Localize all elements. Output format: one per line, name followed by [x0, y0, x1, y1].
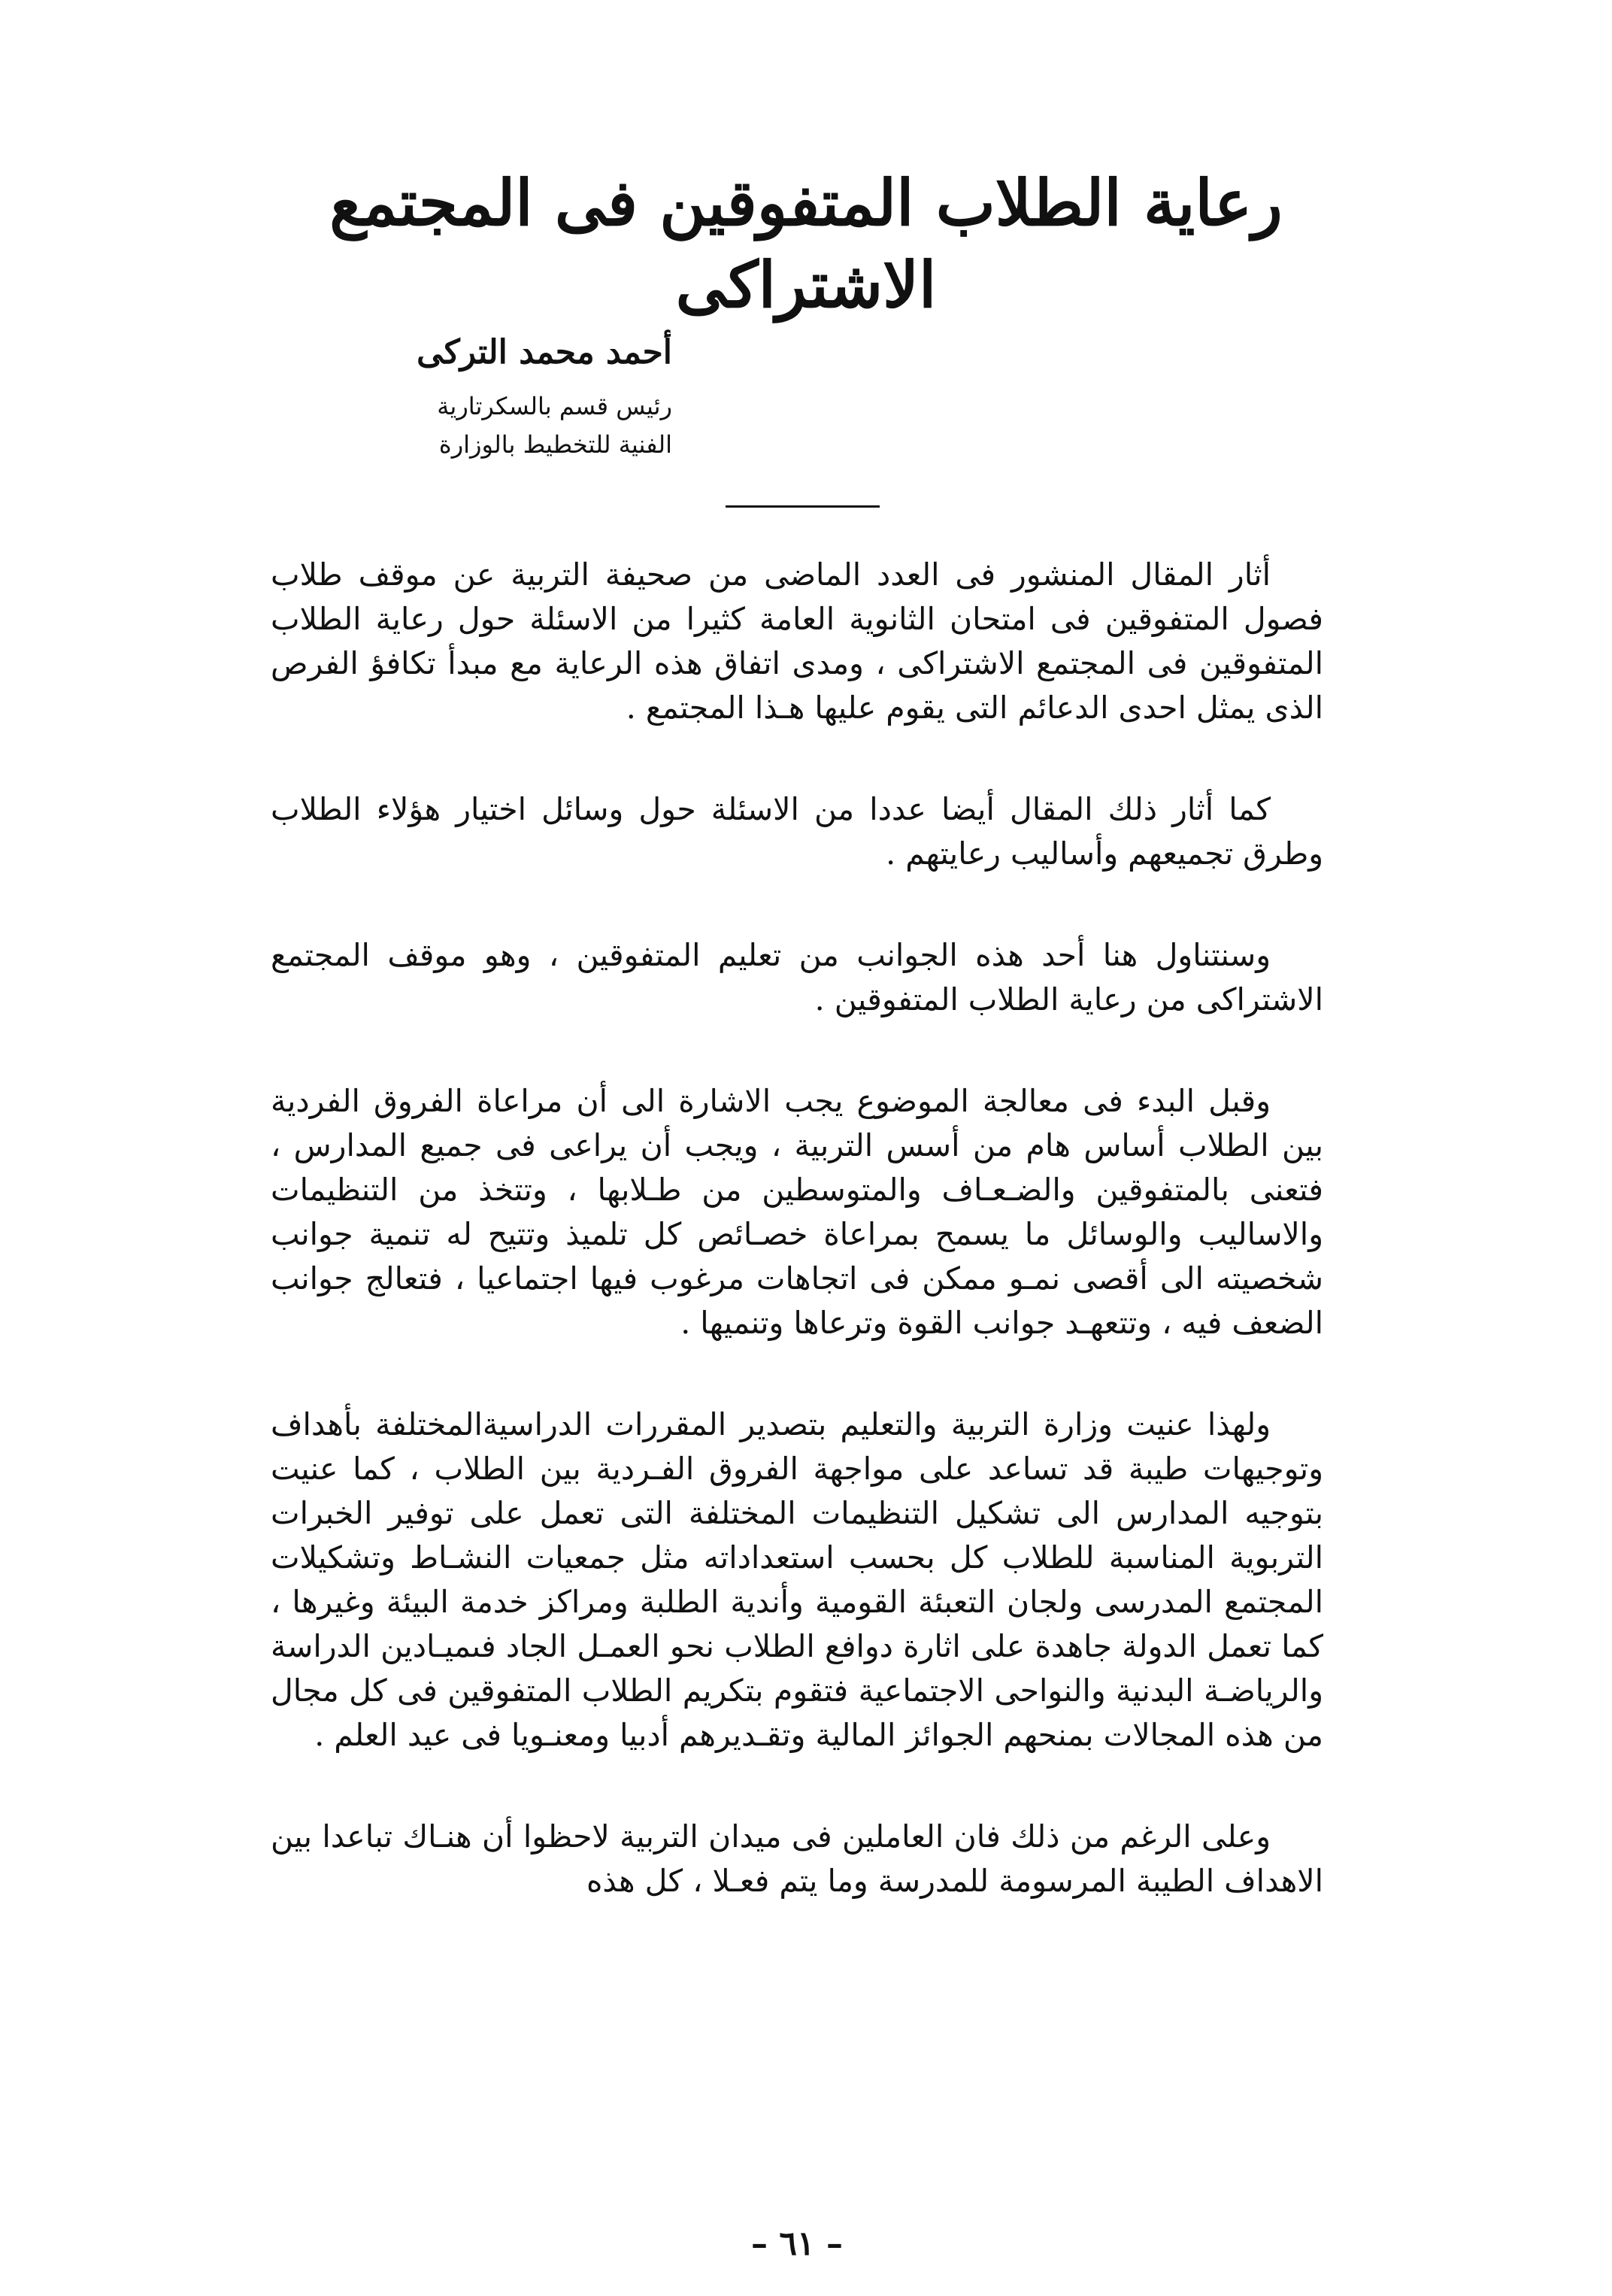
- paragraph-6: وعلى الرغم من ذلك فان العاملين فى ميدان التربية لاحظوا أن هنـاك تباعدا بين الاهداف الطيبة المرسومة للمدرسة وما يتم فعـلا ، كل هذه: [271, 1818, 1323, 1899]
- page-number: – ٦١ –: [751, 2225, 843, 2263]
- title-separator-rule: [726, 505, 880, 508]
- paragraph-3: وسنتناول هنا أحد هذه الجوانب من تعليم المتفوقين ، وهو موقف المجتمع الاشتراكى من رعاية الطلاب المتفوقين .: [271, 937, 1323, 1018]
- paragraph-5: ولهذا عنيت وزارة التربية والتعليم بتصدير المقررات الدراسيةالمختلفة بأهداف وتوجيهات طيبة قد تساعد على مواجهة الفروق الفـردية بين الطلاب ، كما عنيت بتوجيه المدارس الى تشكيل التنظيمات المختلفة التى تعمل على توفير الخبرات التربوية المناسبة للطلاب كل بحسب استعداداته مثل جمعيات النشـاط وتشكيلات المجتمع المدرسى ولجان التعبئة القومية وأندية الطلبة ومراكز خدمة البيئة وغيرها ، كما تعمل الدولة جاهدة على اثارة دوافع الطلاب نحو العمـل الجاد فىميـادين الدراسة والرياضـة البدنية والنواحى الاجتماعية فتقوم بتكريم الطلاب المتفوقين فى كل مجال من هذه المجالات بمنحهم الجوائز المالية وتقـديرهم أدبيا ومعنـويا فى عيد العلم .: [271, 1406, 1323, 1753]
- author-name: أحمد محمد التركى: [417, 333, 672, 372]
- paragraph-1: أثار المقال المنشور فى العدد الماضى من صحيفة التربية عن موقف طلاب فصول المتفوقين فى امتحان الثانوية العامة كثيرا من الاسئلة حول رعاية الطلاب المتفوقين فى المجتمع الاشتراكى ، ومدى اتفاق هذه الرعاية مع مبدأ تكافؤ الفرص الذى يمثل احدى الدعائم التى يقوم عليها هـذا المجتمع .: [271, 557, 1323, 726]
- author-role-line-1: رئيس قسم بالسكرتارية: [437, 392, 672, 421]
- article-title: رعاية الطلاب المتفوقين فى المجتمع الاشتراكى: [329, 165, 1283, 323]
- article-body: [271, 553, 1323, 1903]
- paragraph-4: وقبل البدء فى معالجة الموضوع يجب الاشارة الى أن مراعاة الفروق الفردية بين الطلاب أساس هام من أسس التربية ، ويجب أن يراعى فى جميع المدارس ، فتعنى بالمتفوقين والضـعـاف والمتوسطين من طـلابها ، وتتخذ من التنظيمات والاساليب والوسائل ما يسمح بمراعاة خصـائص كل تلميذ وتتيح له تنمية جوانب شخصيته الى أقصى نمـو ممكن فى اتجاهات مرغوب فيها اجتماعيا ، فتعالج جوانب الضعف فيه ، وتتعهـد جوانب القوة وترعاها وتنميها .: [271, 1083, 1323, 1341]
- author-role-line-2: الفنية للتخطيط بالوزارة: [438, 430, 672, 460]
- author-block: [356, 331, 672, 465]
- paragraph-2: كما أثار ذلك المقال أيضا عددا من الاسئلة حول وسائل اختيار هؤلاء الطلاب وطرق تجميعهم وأساليب رعايتهم .: [271, 791, 1323, 872]
